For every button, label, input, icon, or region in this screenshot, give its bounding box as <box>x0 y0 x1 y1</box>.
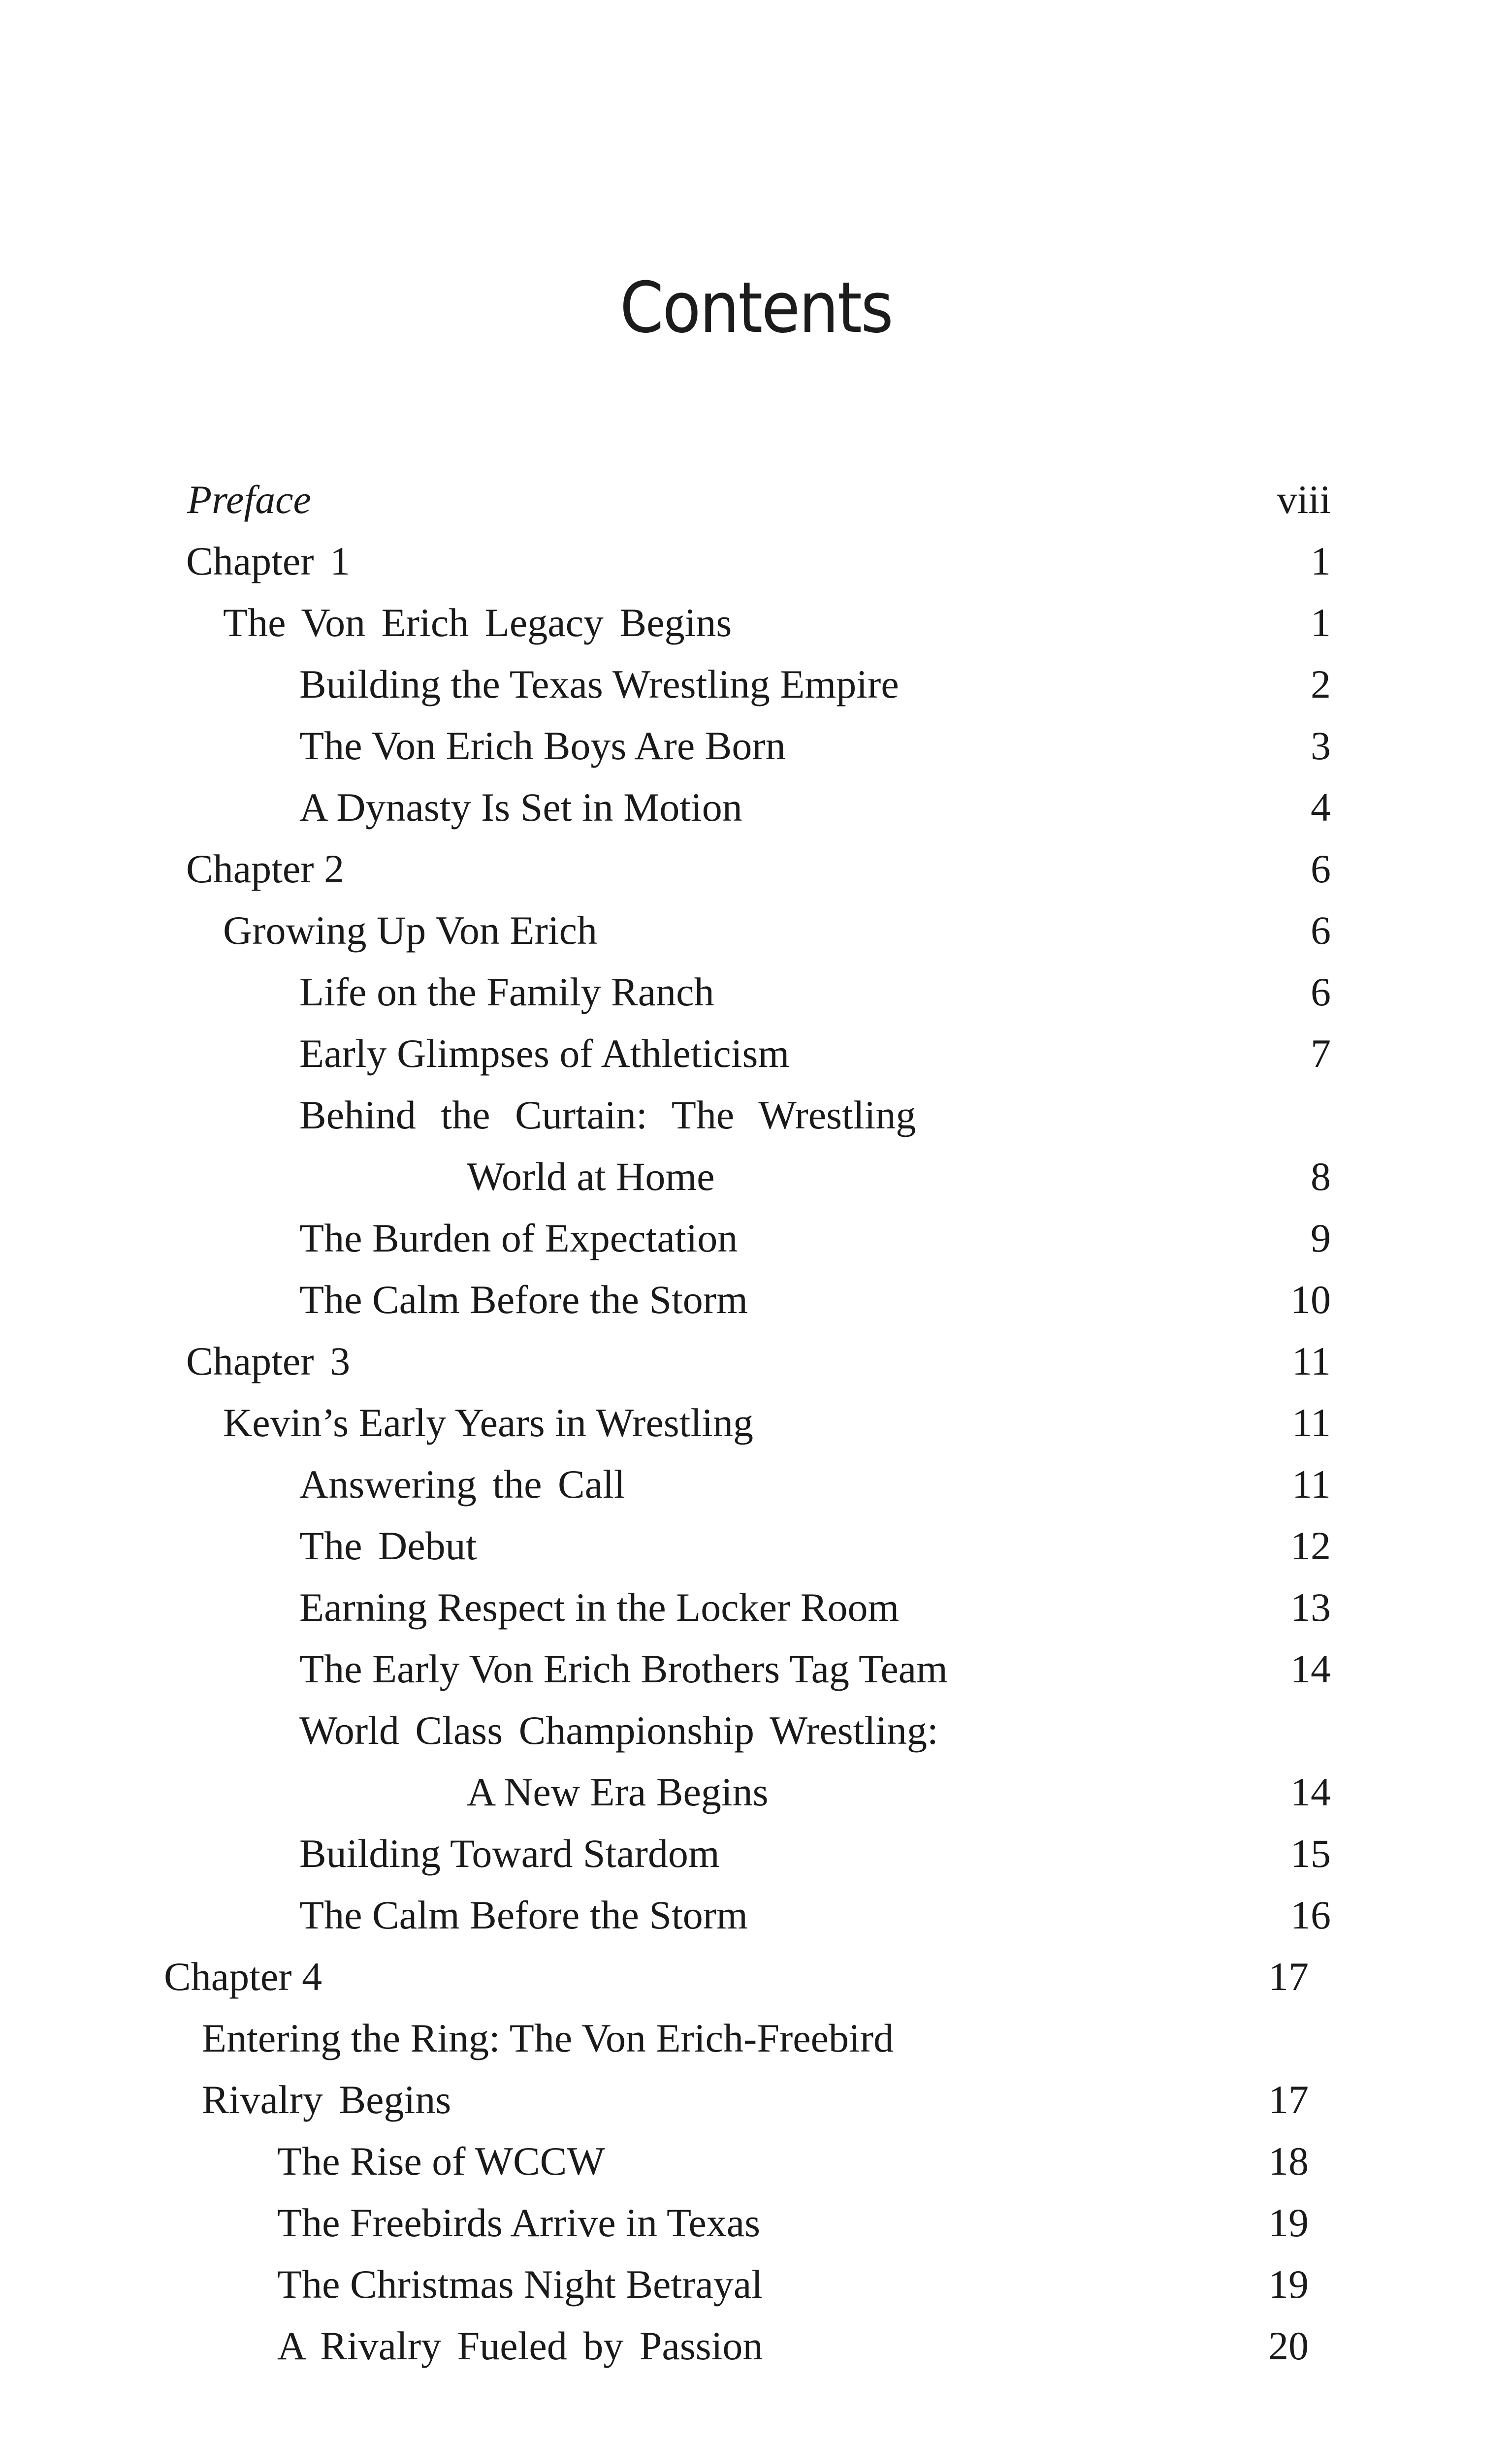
toc-entry-label: The Calm Before the Storm <box>299 1893 748 1937</box>
toc-entry <box>0 1457 1512 1511</box>
toc-entry-label: Chapter 1 <box>186 539 351 583</box>
toc-entry <box>0 1580 1512 1635</box>
toc-entry-label: A Dynasty Is Set in Motion <box>299 785 742 830</box>
toc-entry-label: Behind the Curtain: The Wrestling <box>299 1092 916 1137</box>
toc-entry-page: 14 <box>1290 1646 1331 1691</box>
toc-entry <box>0 1519 1512 1573</box>
toc-entry-label: Chapter 3 <box>186 1339 351 1383</box>
toc-entry-page: 2 <box>1311 662 1331 707</box>
toc-entry-page: 6 <box>1311 908 1331 953</box>
toc-entry-page: 19 <box>1268 2262 1309 2307</box>
toc-entry-label: The Early Von Erich Brothers Tag Team <box>299 1646 948 1691</box>
toc-entry-page: 11 <box>1292 1400 1331 1445</box>
toc-entry-label: World Class Championship Wrestling: <box>299 1708 938 1753</box>
toc-entry <box>0 1703 1512 1758</box>
toc-entry-label: Chapter 4 <box>164 1954 322 1999</box>
toc-entry-page: viii <box>1277 477 1331 522</box>
toc-entry-label: Earning Respect in the Locker Room <box>299 1585 900 1630</box>
toc-entry <box>0 1150 1512 1204</box>
toc-entry-label: Answering the Call <box>299 1462 625 1507</box>
toc-entry-label: The Christmas Night Betrayal <box>277 2262 763 2307</box>
toc-entry-page: 14 <box>1290 1769 1331 1814</box>
toc-entry-label: Building the Texas Wrestling Empire <box>299 662 899 707</box>
toc-entry <box>0 473 1512 527</box>
toc-entry-label: Rivalry Begins <box>202 2077 451 2122</box>
contents-heading: Contents <box>619 267 893 349</box>
toc-entry <box>0 2319 1512 2373</box>
toc-entry-label: A New Era Begins <box>467 1769 769 1814</box>
toc-entry <box>0 2011 1512 2065</box>
toc-entry <box>0 2134 1512 2188</box>
toc-entry <box>0 1027 1512 1081</box>
toc-entry <box>0 1888 1512 1942</box>
toc-entry-label: Entering the Ring: The Von Erich-Freebird <box>202 2016 894 2060</box>
toc-entry-page: 11 <box>1292 1339 1331 1383</box>
toc-entry <box>0 780 1512 835</box>
toc-entry-label: World at Home <box>467 1154 715 1199</box>
toc-entry-label: The Burden of Expectation <box>299 1216 738 1260</box>
toc-entry-page: 20 <box>1268 2323 1309 2368</box>
toc-entry-page: 10 <box>1290 1277 1331 1322</box>
toc-entry-page: 13 <box>1290 1585 1331 1630</box>
toc-entry-page: 12 <box>1290 1523 1331 1568</box>
toc-entry <box>0 657 1512 711</box>
toc-entry-page: 11 <box>1292 1462 1331 1507</box>
toc-entry-label: A Rivalry Fueled by Passion <box>277 2323 763 2368</box>
toc-entry-page: 1 <box>1311 600 1331 645</box>
toc-entry <box>0 1211 1512 1265</box>
toc-entry-page: 4 <box>1311 785 1331 830</box>
toc-entry <box>0 1827 1512 1881</box>
toc-entry <box>0 842 1512 896</box>
toc-entry-page: 6 <box>1311 846 1331 891</box>
toc-entry <box>0 1334 1512 1388</box>
toc-entry-label: The Debut <box>299 1523 477 1568</box>
toc-entry <box>0 1765 1512 1819</box>
toc-entry <box>0 1396 1512 1450</box>
toc-entry <box>0 719 1512 773</box>
toc-entry-label: Preface <box>187 477 311 522</box>
toc-entry-label: Life on the Family Ranch <box>299 969 714 1014</box>
toc-entry-label: Chapter 2 <box>186 846 345 891</box>
toc-entry-page: 9 <box>1311 1216 1331 1260</box>
toc-entry-label: Kevin’s Early Years in Wrestling <box>223 1400 754 1445</box>
toc-entry-page: 17 <box>1268 1954 1309 1999</box>
toc-entry-page: 8 <box>1311 1154 1331 1199</box>
toc-entry-label: The Freebirds Arrive in Texas <box>277 2200 761 2245</box>
toc-entry <box>0 965 1512 1019</box>
toc-entry-label: The Von Erich Boys Are Born <box>299 723 786 768</box>
toc-entry-page: 7 <box>1311 1031 1331 1076</box>
toc-entry-page: 16 <box>1290 1893 1331 1937</box>
toc-entry <box>0 2073 1512 2127</box>
toc-entry <box>0 596 1512 650</box>
toc-entry <box>0 2257 1512 2312</box>
toc-entry-page: 15 <box>1290 1831 1331 1876</box>
toc-entry <box>0 1273 1512 1327</box>
toc-entry-label: The Rise of WCCW <box>277 2139 605 2184</box>
toc-entry-page: 6 <box>1311 969 1331 1014</box>
toc-entry-page: 17 <box>1268 2077 1309 2122</box>
toc-entry-page: 1 <box>1311 539 1331 583</box>
toc-entry <box>0 1642 1512 1696</box>
toc-entry-label: Early Glimpses of Athleticism <box>299 1031 790 1076</box>
toc-entry-page: 18 <box>1268 2139 1309 2184</box>
toc-entry <box>0 2196 1512 2250</box>
toc-entry-label: Growing Up Von Erich <box>223 908 597 953</box>
toc-entry <box>0 903 1512 958</box>
toc-entry <box>0 1950 1512 2004</box>
toc-entry-page: 19 <box>1268 2200 1309 2245</box>
toc-entry-label: Building Toward Stardom <box>299 1831 720 1876</box>
toc-entry-label: The Von Erich Legacy Begins <box>223 600 732 645</box>
toc-entry-page: 3 <box>1311 723 1331 768</box>
toc-entry <box>0 534 1512 588</box>
toc-entry <box>0 1088 1512 1142</box>
toc-entry-label: The Calm Before the Storm <box>299 1277 748 1322</box>
